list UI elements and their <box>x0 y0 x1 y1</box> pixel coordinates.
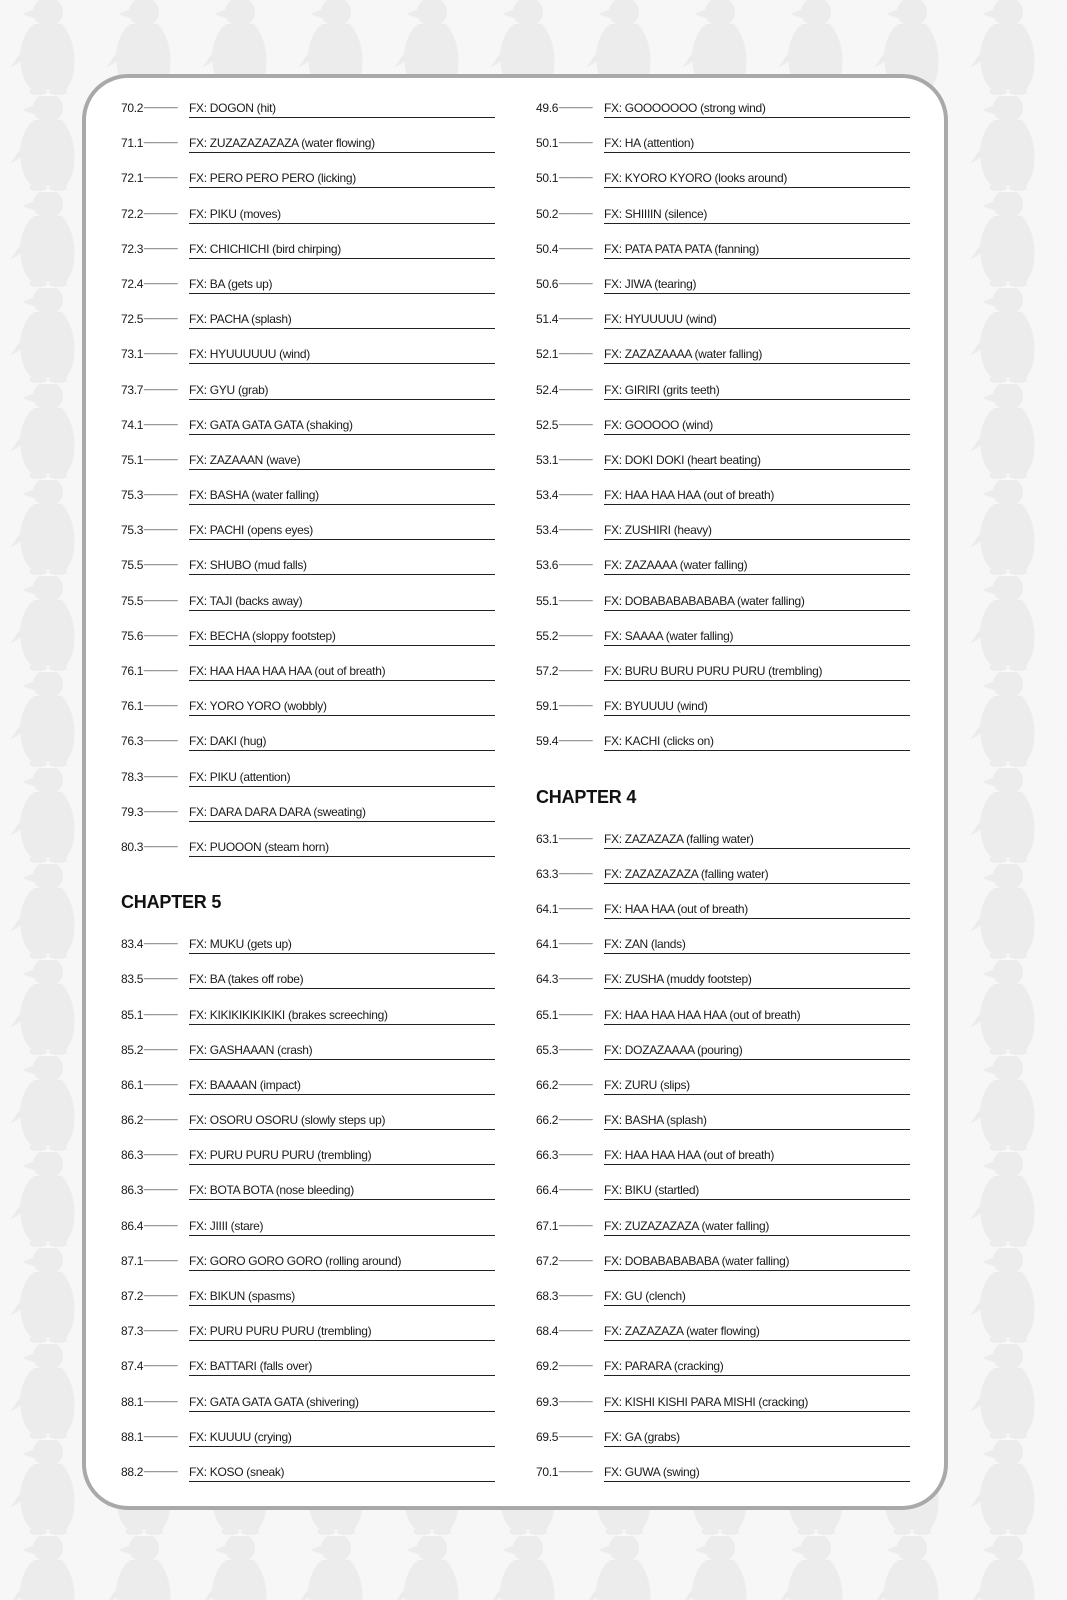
fx-translation: FX: ZAZAAAN (wave) <box>189 453 495 470</box>
fx-entry <box>536 1138 916 1173</box>
fx-entry <box>121 337 501 372</box>
fx-entry <box>121 1349 501 1384</box>
left-entries-top <box>121 91 501 865</box>
fx-translation: FX: PURU PURU PURU (trembling) <box>189 1148 495 1165</box>
fx-entry <box>536 962 916 997</box>
page-number: 73.7 - - - <box>121 383 189 397</box>
fx-entry <box>536 724 916 759</box>
fx-translation: FX: GU (clench) <box>604 1289 910 1306</box>
fx-translation: FX: DOBABABABABABA (water falling) <box>604 594 910 611</box>
page-number: 63.1 - - - <box>536 832 604 846</box>
page-number: 66.4 - - - <box>536 1183 604 1197</box>
page-number: 49.6 - - - <box>536 101 604 115</box>
fx-translation: FX: SAAAA (water falling) <box>604 629 910 646</box>
page-number: 75.5 - - - <box>121 558 189 572</box>
fx-translation: FX: HAA HAA HAA HAA (out of breath) <box>189 664 495 681</box>
page-number: 87.3 - - - <box>121 1324 189 1338</box>
fx-translation: FX: PURU PURU PURU (trembling) <box>189 1324 495 1341</box>
page-number: 57.2 - - - <box>536 664 604 678</box>
fx-entry <box>536 548 916 583</box>
page-number: 88.1 - - - <box>121 1395 189 1409</box>
fx-entry <box>121 1279 501 1314</box>
fx-translation: FX: DOKI DOKI (heart beating) <box>604 453 910 470</box>
fx-entry <box>536 892 916 927</box>
fx-translation: FX: GUWA (swing) <box>604 1465 910 1482</box>
fx-entry <box>121 197 501 232</box>
page-number: 67.1 - - - <box>536 1219 604 1233</box>
fx-entry <box>121 1103 501 1138</box>
fx-translation: FX: DOGON (hit) <box>189 101 495 118</box>
fx-translation: FX: BECHA (sloppy footstep) <box>189 629 495 646</box>
page-number: 76.1 - - - <box>121 699 189 713</box>
fx-entry <box>536 654 916 689</box>
page-number: 52.4 - - - <box>536 383 604 397</box>
fx-entry <box>536 1068 916 1103</box>
fx-translation: FX: HAA HAA HAA HAA (out of breath) <box>604 1008 910 1025</box>
fx-translation: FX: KISHI KISHI PARA MISHI (cracking) <box>604 1395 910 1412</box>
fx-entry <box>536 443 916 478</box>
fx-entry <box>121 513 501 548</box>
page-number: 69.2 - - - <box>536 1359 604 1373</box>
fx-translation: FX: PIKU (attention) <box>189 770 495 787</box>
fx-translation: FX: DAKI (hug) <box>189 734 495 751</box>
fx-entry <box>121 724 501 759</box>
fx-translation: FX: BAAAAN (impact) <box>189 1078 495 1095</box>
page-number: 53.1 - - - <box>536 453 604 467</box>
page-number: 69.3 - - - <box>536 1395 604 1409</box>
page-number: 65.1 - - - <box>536 1008 604 1022</box>
fx-translation: FX: BURU BURU PURU PURU (trembling) <box>604 664 910 681</box>
fx-translation: FX: TAJI (backs away) <box>189 594 495 611</box>
page-number: 51.4 - - - <box>536 312 604 326</box>
fx-entry <box>121 1244 501 1279</box>
page-number: 68.4 - - - <box>536 1324 604 1338</box>
fx-entry <box>121 126 501 161</box>
page-number: 87.1 - - - <box>121 1254 189 1268</box>
page-number: 83.5 - - - <box>121 972 189 986</box>
right-entries-top <box>536 91 916 760</box>
fx-entry <box>536 478 916 513</box>
fx-entry <box>121 232 501 267</box>
page-number: 52.5 - - - <box>536 418 604 432</box>
fx-entry <box>536 584 916 619</box>
page-number: 50.4 - - - <box>536 242 604 256</box>
fx-entry <box>121 1209 501 1244</box>
page-number: 78.3 - - - <box>121 770 189 784</box>
page-number: 64.1 - - - <box>536 902 604 916</box>
page-number: 66.3 - - - <box>536 1148 604 1162</box>
page-number: 72.3 - - - <box>121 242 189 256</box>
page-number: 75.5 - - - <box>121 594 189 608</box>
page-number: 69.5 - - - <box>536 1430 604 1444</box>
page-number: 73.1 - - - <box>121 347 189 361</box>
fx-translation: FX: ZAZAAAA (water falling) <box>604 558 910 575</box>
fx-translation: FX: HYUUUUU (wind) <box>604 312 910 329</box>
page-number: 53.4 - - - <box>536 523 604 537</box>
page-number: 76.3 - - - <box>121 734 189 748</box>
fx-translation: FX: SHUBO (mud falls) <box>189 558 495 575</box>
page-number: 88.2 - - - <box>121 1465 189 1479</box>
fx-entry <box>121 91 501 126</box>
fx-translation: FX: HYUUUUUU (wind) <box>189 347 495 364</box>
page-number: 50.6 - - - <box>536 277 604 291</box>
fx-entry <box>121 584 501 619</box>
fx-entry <box>536 267 916 302</box>
page-number: 59.4 - - - <box>536 734 604 748</box>
fx-entry <box>536 689 916 724</box>
fx-translation: FX: PACHI (opens eyes) <box>189 523 495 540</box>
fx-entry <box>121 962 501 997</box>
fx-translation: FX: BOTA BOTA (nose bleeding) <box>189 1183 495 1200</box>
fx-translation: FX: PIKU (moves) <box>189 207 495 224</box>
fx-translation: FX: PARARA (cracking) <box>604 1359 910 1376</box>
fx-entry <box>536 1173 916 1208</box>
page-number: 70.2 - - - <box>121 101 189 115</box>
fx-entry <box>121 1420 501 1455</box>
fx-translation: FX: ZUSHA (muddy footstep) <box>604 972 910 989</box>
fx-translation: FX: HA (attention) <box>604 136 910 153</box>
fx-translation: FX: KYORO KYORO (looks around) <box>604 171 910 188</box>
page-number: 83.4 - - - <box>121 937 189 951</box>
fx-translation: FX: BASHA (splash) <box>604 1113 910 1130</box>
fx-entry <box>536 619 916 654</box>
fx-entry <box>536 373 916 408</box>
fx-translation: FX: OSORU OSORU (slowly steps up) <box>189 1113 495 1130</box>
fx-entry <box>121 1068 501 1103</box>
page-number: 76.1 - - - <box>121 664 189 678</box>
fx-translation: FX: ZAZAZAZA (water flowing) <box>604 1324 910 1341</box>
fx-translation: FX: HAA HAA (out of breath) <box>604 902 910 919</box>
fx-translation: FX: GYU (grab) <box>189 383 495 400</box>
left-entries-bottom <box>121 927 501 1490</box>
fx-translation: FX: SHIIIIN (silence) <box>604 207 910 224</box>
fx-translation: FX: DARA DARA DARA (sweating) <box>189 805 495 822</box>
fx-entry <box>536 408 916 443</box>
page-number: 75.1 - - - <box>121 453 189 467</box>
fx-entry <box>121 478 501 513</box>
fx-translation: FX: GATA GATA GATA (shaking) <box>189 418 495 435</box>
page-number: 64.3 - - - <box>536 972 604 986</box>
page-number: 59.1 - - - <box>536 699 604 713</box>
fx-entry <box>121 302 501 337</box>
fx-entry <box>121 373 501 408</box>
fx-entry <box>121 689 501 724</box>
fx-entry <box>536 302 916 337</box>
fx-translation: FX: GA (grabs) <box>604 1430 910 1447</box>
fx-entry <box>121 1138 501 1173</box>
fx-entry <box>121 443 501 478</box>
fx-translation: FX: HAA HAA HAA (out of breath) <box>604 1148 910 1165</box>
fx-entry <box>536 513 916 548</box>
fx-entry <box>536 1349 916 1384</box>
page-number: 72.2 - - - <box>121 207 189 221</box>
fx-translation: FX: KUUUU (crying) <box>189 1430 495 1447</box>
page-number: 75.3 - - - <box>121 523 189 537</box>
fx-entry <box>536 1209 916 1244</box>
fx-entry <box>121 1385 501 1420</box>
fx-translation: FX: PUOOON (steam horn) <box>189 840 495 857</box>
fx-translation: FX: GOOOOO (wind) <box>604 418 910 435</box>
page-number: 66.2 - - - <box>536 1078 604 1092</box>
page-number: 50.1 - - - <box>536 171 604 185</box>
page-number: 75.3 - - - <box>121 488 189 502</box>
fx-translation: FX: MUKU (gets up) <box>189 937 495 954</box>
page-number: 86.4 - - - <box>121 1219 189 1233</box>
page-number: 72.5 - - - <box>121 312 189 326</box>
chapter-heading-4: CHAPTER 4 <box>536 786 637 807</box>
fx-entry <box>536 822 916 857</box>
fx-translation: FX: GATA GATA GATA (shivering) <box>189 1395 495 1412</box>
page-number: 72.1 - - - <box>121 171 189 185</box>
fx-translation: FX: DOBABABABABA (water falling) <box>604 1254 910 1271</box>
page-number: 52.1 - - - <box>536 347 604 361</box>
right-entries-bottom <box>536 822 916 1491</box>
fx-entry <box>121 654 501 689</box>
page-number: 75.6 - - - <box>121 629 189 643</box>
page-number: 50.1 - - - <box>536 136 604 150</box>
fx-translation: FX: ZURU (slips) <box>604 1078 910 1095</box>
fx-translation: FX: GASHAAAN (crash) <box>189 1043 495 1060</box>
page-number: 71.1 - - - <box>121 136 189 150</box>
fx-entry <box>536 1244 916 1279</box>
page-number: 53.4 - - - <box>536 488 604 502</box>
fx-entry <box>536 232 916 267</box>
fx-translation: FX: ZUZAZAZAZAZA (water flowing) <box>189 136 495 153</box>
fx-translation: FX: CHICHICHI (bird chirping) <box>189 242 495 259</box>
page-number: 67.2 - - - <box>536 1254 604 1268</box>
page-number: 88.1 - - - <box>121 1430 189 1444</box>
fx-entry <box>536 126 916 161</box>
fx-translation: FX: DOZAZAAAA (pouring) <box>604 1043 910 1060</box>
fx-entry <box>536 1314 916 1349</box>
page-number: 55.2 - - - <box>536 629 604 643</box>
page-number: 66.2 - - - <box>536 1113 604 1127</box>
page-number: 53.6 - - - <box>536 558 604 572</box>
fx-entry <box>536 1103 916 1138</box>
right-column <box>536 91 916 1490</box>
fx-translation: FX: KIKIKIKIKIKIKI (brakes screeching) <box>189 1008 495 1025</box>
fx-entry <box>536 1420 916 1455</box>
page-number: 50.2 - - - <box>536 207 604 221</box>
fx-entry <box>121 267 501 302</box>
fx-translation: FX: ZUSHIRI (heavy) <box>604 523 910 540</box>
fx-entry <box>121 1455 501 1490</box>
fx-translation: FX: ZUZAZAZAZA (water falling) <box>604 1219 910 1236</box>
fx-translation: FX: KACHI (clicks on) <box>604 734 910 751</box>
fx-entry <box>536 91 916 126</box>
fx-translation: FX: HAA HAA HAA (out of breath) <box>604 488 910 505</box>
fx-translation: FX: GOOOOOOO (strong wind) <box>604 101 910 118</box>
fx-entry <box>536 1455 916 1490</box>
page-number: 85.1 - - - <box>121 1008 189 1022</box>
fx-entry <box>536 337 916 372</box>
page-number: 85.2 - - - <box>121 1043 189 1057</box>
fx-translation: FX: BATTARI (falls over) <box>189 1359 495 1376</box>
fx-entry <box>536 857 916 892</box>
fx-translation: FX: PATA PATA PATA (fanning) <box>604 242 910 259</box>
fx-entry <box>536 998 916 1033</box>
fx-translation: FX: BIKU (startled) <box>604 1183 910 1200</box>
fx-entry <box>121 548 501 583</box>
fx-translation: FX: KOSO (sneak) <box>189 1465 495 1482</box>
page-number: 79.3 - - - <box>121 805 189 819</box>
fx-translation: FX: YORO YORO (wobbly) <box>189 699 495 716</box>
fx-translation: FX: BASHA (water falling) <box>189 488 495 505</box>
fx-entry <box>536 927 916 962</box>
fx-translation: FX: BIKUN (spasms) <box>189 1289 495 1306</box>
fx-entry <box>121 1173 501 1208</box>
page-number: 80.3 - - - <box>121 840 189 854</box>
fx-translation: FX: BYUUUU (wind) <box>604 699 910 716</box>
fx-translation: FX: PACHA (splash) <box>189 312 495 329</box>
page-number: 65.3 - - - <box>536 1043 604 1057</box>
fx-entry <box>121 795 501 830</box>
fx-translation: FX: ZAZAZAAAA (water falling) <box>604 347 910 364</box>
fx-entry <box>121 998 501 1033</box>
page-number: 87.4 - - - <box>121 1359 189 1373</box>
fx-translation: FX: GIRIRI (grits teeth) <box>604 383 910 400</box>
fx-entry <box>536 1385 916 1420</box>
page-number: 68.3 - - - <box>536 1289 604 1303</box>
page-number: 74.1 - - - <box>121 418 189 432</box>
page-number: 86.3 - - - <box>121 1148 189 1162</box>
page-number: 72.4 - - - <box>121 277 189 291</box>
page-number: 87.2 - - - <box>121 1289 189 1303</box>
fx-entry <box>121 927 501 962</box>
fx-translation: FX: GORO GORO GORO (rolling around) <box>189 1254 495 1271</box>
fx-entry <box>121 161 501 196</box>
fx-translation: FX: BA (takes off robe) <box>189 972 495 989</box>
fx-entry <box>536 161 916 196</box>
fx-translation: FX: ZAN (lands) <box>604 937 910 954</box>
page-number: 55.1 - - - <box>536 594 604 608</box>
fx-translation: FX: JIWA (tearing) <box>604 277 910 294</box>
fx-translation: FX: PERO PERO PERO (licking) <box>189 171 495 188</box>
page-number: 86.1 - - - <box>121 1078 189 1092</box>
page-number: 86.3 - - - <box>121 1183 189 1197</box>
fx-translation: FX: ZAZAZAZA (falling water) <box>604 832 910 849</box>
fx-entry <box>121 619 501 654</box>
fx-entry <box>536 1033 916 1068</box>
fx-entry <box>121 1033 501 1068</box>
fx-translation: FX: JIIII (stare) <box>189 1219 495 1236</box>
chapter-heading-5: CHAPTER 5 <box>121 892 222 913</box>
fx-translation: FX: ZAZAZAZAZA (falling water) <box>604 867 910 884</box>
page-number: 70.1 - - - <box>536 1465 604 1479</box>
page-number: 64.1 - - - <box>536 937 604 951</box>
fx-entry <box>121 760 501 795</box>
fx-entry <box>121 830 501 865</box>
fx-entry <box>121 408 501 443</box>
fx-translation: FX: BA (gets up) <box>189 277 495 294</box>
page-number: 86.2 - - - <box>121 1113 189 1127</box>
fx-entry <box>536 197 916 232</box>
fx-entry <box>536 1279 916 1314</box>
left-column <box>121 91 501 1490</box>
page-number: 63.3 - - - <box>536 867 604 881</box>
fx-entry <box>121 1314 501 1349</box>
